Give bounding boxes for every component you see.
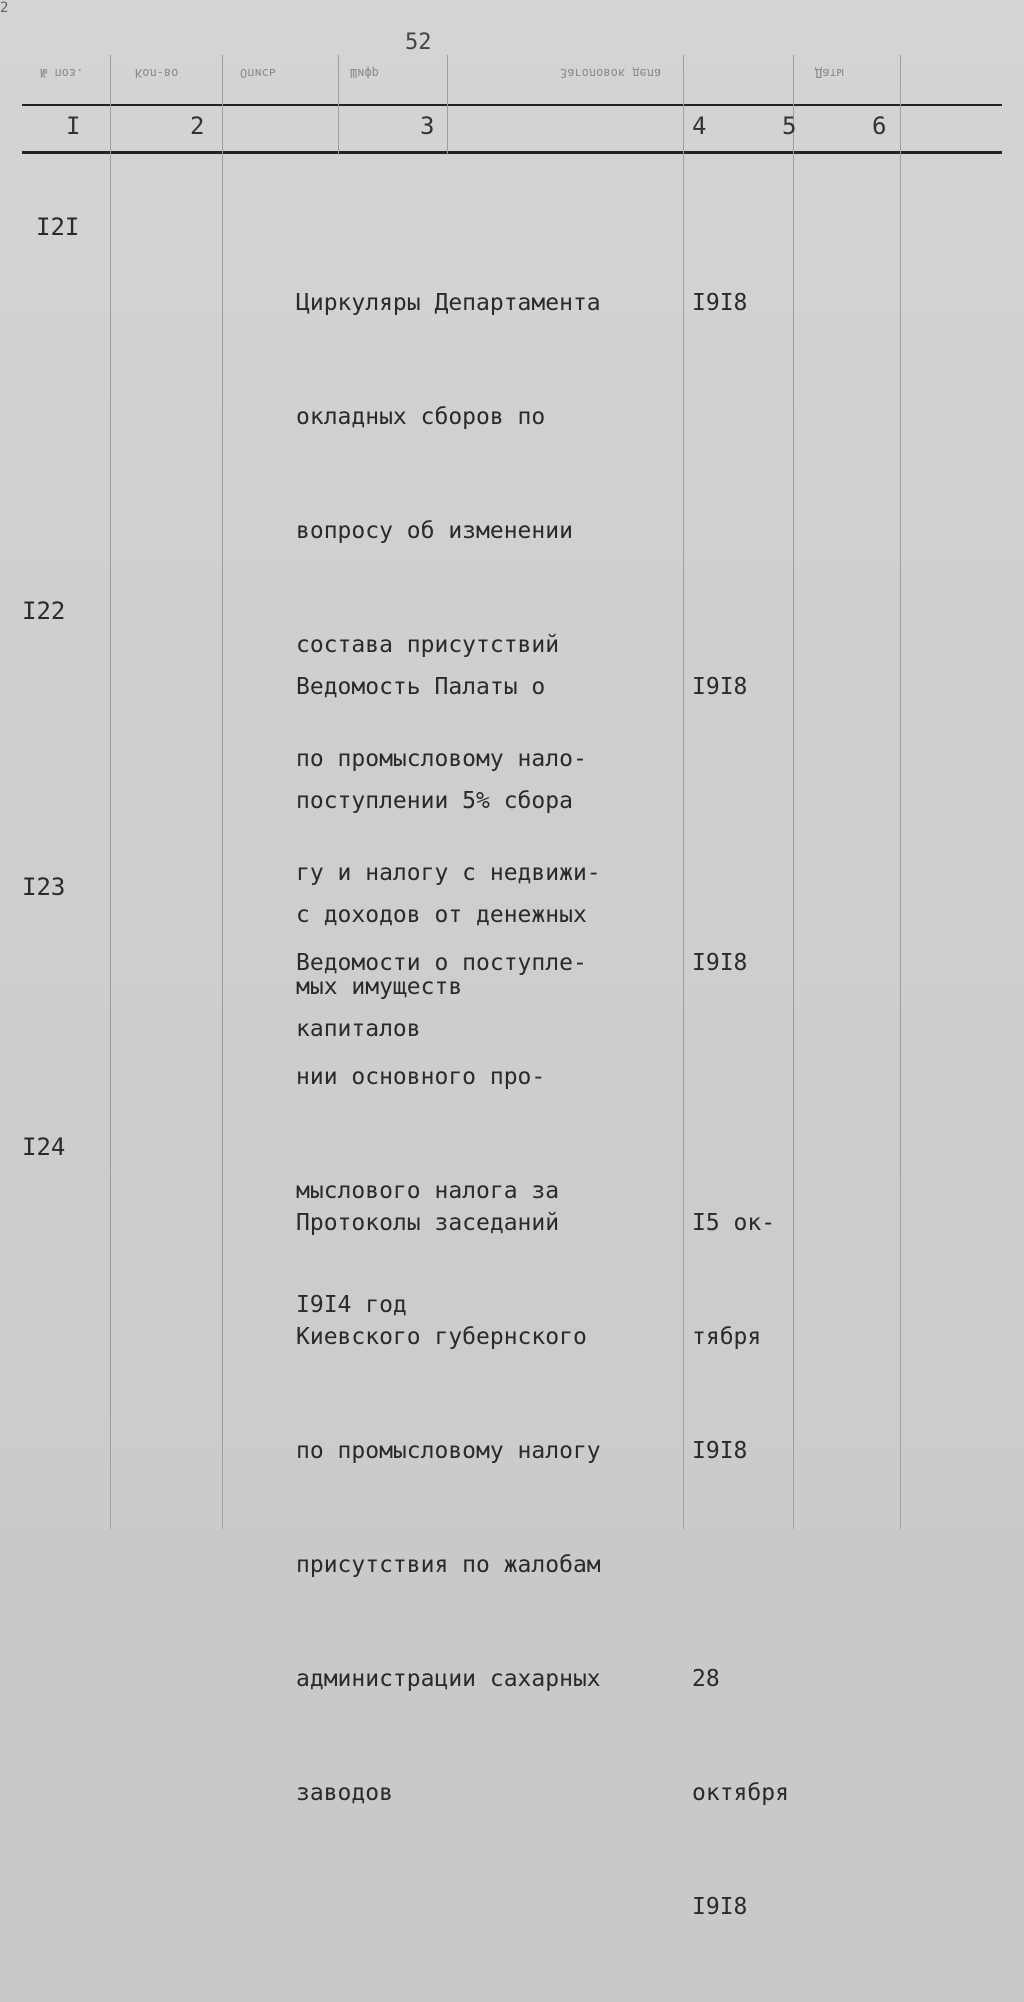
title-line: Протоколы заседаний bbox=[296, 1210, 560, 1236]
title-line: мыслового налога за bbox=[296, 1178, 560, 1204]
date-line: I9I8 bbox=[692, 674, 748, 700]
bleed-through-header: Опись bbox=[240, 66, 277, 80]
row-dates bbox=[692, 1128, 789, 2002]
date-line: октября bbox=[692, 1780, 789, 1806]
bleed-through-header: Даты bbox=[815, 66, 844, 80]
column-number-4: 4 bbox=[692, 112, 707, 140]
column-divider bbox=[338, 55, 339, 155]
row-dates bbox=[692, 208, 775, 398]
header-rule-top bbox=[22, 104, 1002, 106]
title-line: состава присутствий bbox=[296, 632, 560, 658]
date-line bbox=[692, 1546, 789, 1584]
row-number: I2I bbox=[36, 213, 80, 241]
row-number: I23 bbox=[22, 873, 66, 901]
title-line: Киевского губернского bbox=[296, 1324, 587, 1350]
title-line: по промысловому налогу bbox=[296, 1438, 601, 1464]
column-divider bbox=[793, 55, 794, 1529]
bleed-through-header: Кол-во bbox=[135, 66, 179, 80]
row-number: I24 bbox=[22, 1133, 66, 1161]
row-dates bbox=[692, 592, 775, 782]
column-number-3: 3 bbox=[420, 112, 435, 140]
date-line: I5 ок- bbox=[692, 1210, 776, 1236]
row-number: I22 bbox=[22, 597, 66, 625]
column-number-2: 2 bbox=[190, 112, 205, 140]
row-dates bbox=[692, 868, 775, 1058]
title-line: по промысловому нало- bbox=[296, 746, 587, 772]
column-number-1: I bbox=[66, 112, 81, 140]
title-line: вопросу об изменении bbox=[296, 518, 573, 544]
title-line: капиталов bbox=[296, 1016, 421, 1042]
corner-mark: 2 bbox=[0, 0, 9, 16]
date-line: I9I8 bbox=[692, 950, 748, 976]
column-number-6: 6 bbox=[872, 112, 887, 140]
bleed-through-header: № поз. bbox=[40, 66, 84, 80]
bleed-through-header: Заголовок дела bbox=[560, 66, 662, 80]
title-line: Циркуляры Департамента bbox=[296, 290, 601, 316]
title-line: присутствия по жалобам bbox=[296, 1552, 601, 1578]
column-number-5: 5 bbox=[782, 112, 797, 140]
date-line: тября bbox=[692, 1324, 762, 1350]
title-line: гу и налогу с недвижи- bbox=[296, 860, 601, 886]
title-line: I9I4 год bbox=[296, 1292, 407, 1318]
title-line: с доходов от денежных bbox=[296, 902, 587, 928]
date-line: I9I8 bbox=[692, 1438, 748, 1464]
date-line: I9I8 bbox=[692, 290, 748, 316]
title-line: Ведомость Палаты о bbox=[296, 674, 546, 700]
date-line: I9I8 bbox=[692, 1894, 748, 1920]
page-number: 52 bbox=[405, 30, 432, 55]
title-line: нии основного про- bbox=[296, 1064, 546, 1090]
column-divider bbox=[110, 55, 111, 1529]
column-divider bbox=[222, 55, 223, 1529]
title-line: поступлении 5% сбора bbox=[296, 788, 573, 814]
column-divider bbox=[447, 55, 448, 155]
row-title bbox=[296, 1128, 601, 1888]
title-line: мых имуществ bbox=[296, 974, 463, 1000]
column-divider bbox=[900, 55, 901, 1529]
date-line: 28 bbox=[692, 1666, 720, 1692]
title-line: Ведомости о поступле- bbox=[296, 950, 587, 976]
column-divider bbox=[683, 55, 684, 1529]
bleed-through-header: Шифр bbox=[350, 66, 379, 80]
title-line: заводов bbox=[296, 1780, 393, 1806]
title-line: администрации сахарных bbox=[296, 1666, 601, 1692]
title-line: окладных сборов по bbox=[296, 404, 546, 430]
header-rule-bottom bbox=[22, 151, 1002, 154]
